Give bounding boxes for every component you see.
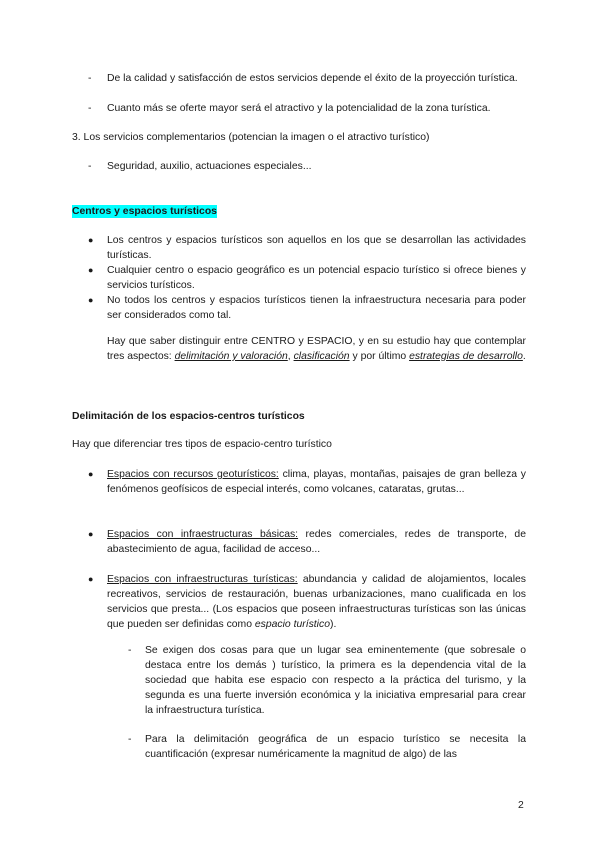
aspects-paragraph <box>107 334 526 364</box>
aspect-classification: clasificación <box>293 351 350 362</box>
bullet-item <box>88 293 526 323</box>
page-number: 2 <box>518 800 524 811</box>
type-close: ). <box>329 619 337 630</box>
bullet-marker: ● <box>88 574 94 584</box>
bullet-text <box>107 527 526 557</box>
section-intro: Hay que diferenciar tres tipos de espacio-centro turístico <box>72 439 332 450</box>
list-item-text: De la calidad y satisfacción de estos servicios depende el éxito de la proyección turística. <box>107 73 518 84</box>
dash-marker: - <box>88 73 92 84</box>
list-item <box>88 71 526 86</box>
dash-marker: - <box>128 645 132 656</box>
bullet-item <box>88 263 526 293</box>
type-text: redes comerciales, redes de transporte, de abastecimiento de agua, facilidad de acceso... <box>107 529 526 555</box>
bullet-text: Cualquier centro o espacio geográfico es un potencial espacio turístico si ofrece bienes y servicios turísticos. <box>107 265 526 291</box>
bullet-marker: ● <box>88 265 94 275</box>
list-item <box>88 159 526 174</box>
section-heading: Delimitación de los espacios-centros turísticos <box>72 411 305 422</box>
bullet-item <box>88 572 526 632</box>
bullet-item <box>88 527 526 557</box>
dash-marker: - <box>88 161 92 172</box>
aspect-delimitation: delimitación y valoración <box>174 351 288 362</box>
paragraph-end: . <box>522 351 526 362</box>
bullet-text <box>107 467 526 497</box>
type-label: Espacios con recursos geoturísticos: <box>107 469 279 480</box>
highlighted-heading-text: Centros y espacios turísticos <box>72 206 217 217</box>
bullet-text: Los centros y espacios turísticos son aquellos en los que se desarrollan las actividades turísticas. <box>107 235 526 261</box>
type-label: Espacios con infraestructuras turísticas: <box>107 574 298 585</box>
bullet-item <box>88 233 526 263</box>
section-heading <box>72 204 217 219</box>
list-item <box>88 101 526 116</box>
type-italic-term: espacio turístico <box>254 619 330 630</box>
bullet-marker: ● <box>88 469 94 479</box>
type-text: clima, playas, montañas, paisajes de gran belleza y fenómenos geofísicos de especial interés, como volcanes, cataratas, grutas... <box>107 469 526 495</box>
type-text: abundancia y calidad de alojamientos, locales recreativos, servicios de restauración, buenas urbanizaciones, mano cualificada en los servicios que presta... (Los espacios que poseen infraestructuras turísticas son las únicas que pueden ser definidas como <box>107 574 526 630</box>
list-item-text: Seguridad, auxilio, actuaciones especiales... <box>107 161 312 172</box>
bullet-marker: ● <box>88 295 94 305</box>
dash-marker: - <box>128 734 132 745</box>
list-item-text: Cuanto más se oferte mayor será el atractivo y la potencialidad de la zona turística. <box>107 103 491 114</box>
sub-list-item <box>128 732 526 762</box>
bullet-text: No todos los centros y espacios turísticos tienen la infraestructura necesaria para poder ser considerados como tal. <box>107 295 526 321</box>
sub-list-item <box>128 643 526 718</box>
numbered-point: 3. Los servicios complementarios (potencian la imagen o el atractivo turístico) <box>72 132 430 143</box>
bullet-item <box>88 467 526 497</box>
sub-item-text: Se exigen dos cosas para que un lugar sea eminentemente (que sobresale o destaca entre los demás ) turístico, la primera es la dependencia vital de la sociedad que habita ese espacio con respecto a la práctica del turismo, y la segunda es una fuerte inversión económica y la iniciativa empresarial para crear la infraestructura turística. <box>145 645 526 716</box>
bullet-text <box>107 572 526 632</box>
sub-item-text: Para la delimitación geográfica de un espacio turístico se necesita la cuantificación (expresar numéricamente la magnitud de algo) de las <box>145 734 526 760</box>
paragraph-intro: Hay que saber distinguir entre CENTRO y ESPACIO, y en su estudio hay que contemplar tres aspectos: <box>107 336 526 362</box>
separator: y por último <box>349 351 410 362</box>
separator: , <box>287 351 294 362</box>
aspect-strategies: estrategias de desarrollo <box>409 351 523 362</box>
bullet-marker: ● <box>88 235 94 245</box>
dash-marker: - <box>88 103 92 114</box>
bullet-marker: ● <box>88 529 94 539</box>
type-label: Espacios con infraestructuras básicas: <box>107 529 299 540</box>
